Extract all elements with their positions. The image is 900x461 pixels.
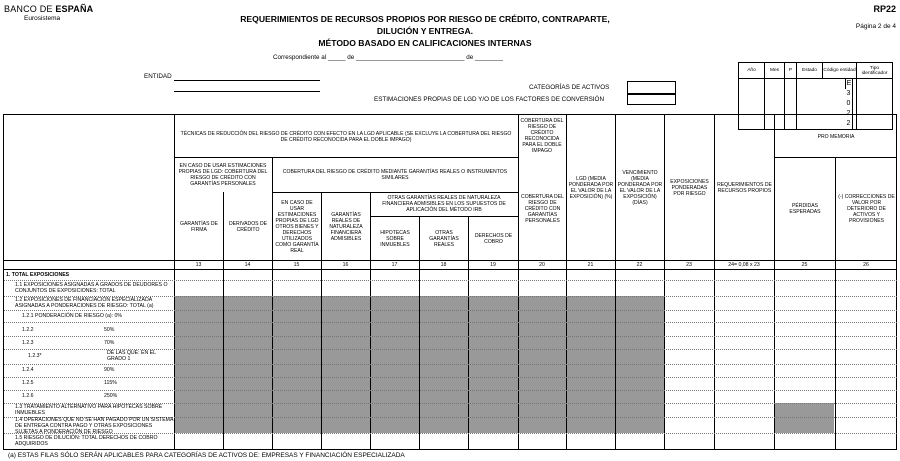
header-col-25: PÉRDIDAS ESPERADAS — [789, 203, 821, 215]
row-label-1-2: 1.2 EXPOSICIONES DE FINANCIACIÓN ESPECIALIZADA ASIGNADAS A PONDERACIONES DE RIESGO: TOTAL (a) — [15, 297, 154, 309]
row-label-1-2-3-star: 1.2.3* — [28, 353, 42, 359]
page-number: Página 2 de 4 — [855, 23, 896, 30]
categories-label: CATEGORÍAS DE ACTIVOS — [529, 84, 610, 91]
row-label-1-2-3-pct: 70% — [104, 340, 115, 346]
col-number: 17 — [391, 262, 398, 268]
categories-input[interactable] — [627, 81, 676, 94]
row-label-1-2-2-pct: 50% — [104, 327, 115, 333]
id-header-entity-code: Código entidad — [823, 63, 857, 79]
divider — [4, 269, 897, 270]
col-number: 20 — [539, 262, 545, 268]
header-col-21: LGD (MEDIA PONDERADA POR EL VALOR DE LA EXPOSICIÓN) (%) — [568, 175, 614, 200]
row-separator — [4, 310, 897, 311]
row-label-1-2-1: 1.2.1 PONDERACIÓN DE RIESGO (a): 0% — [22, 313, 123, 319]
header-col-18: OTRAS GARANTÍAS REALES — [429, 229, 459, 248]
estimates-label: ESTIMACIONES PROPIAS DE LGD Y/O DE LOS FACTORES DE CONVERSIÓN — [374, 96, 605, 103]
header-col-13: GARANTÍAS DE FIRMA — [180, 220, 218, 233]
header-col-19: DERECHOS DE COBRO — [474, 232, 513, 245]
col-line — [174, 115, 175, 449]
header-col-22: VENCIMIENTO (MEDIA PONDERADA POR EL VALOR DE LA EXPOSICIÓN) (DÍAS) — [617, 169, 663, 206]
row-label-1-2-6: 1.2.6 — [22, 393, 34, 399]
row-label-1-1: 1.1 EXPOSICIONES ASIGNADAS A GRADOS DE DEUDORES O CONJUNTOS DE EXPOSICIONES: TOTAL — [15, 282, 168, 294]
state-digit: 2 — [845, 109, 853, 119]
row-label-1-2-3-star-desc: DE LAS QUE: EN EL GRADO 1 — [107, 350, 156, 362]
col-number: 23 — [686, 262, 692, 268]
row-separator — [4, 390, 897, 391]
row-separator — [4, 364, 897, 365]
header-col-26: (-) CORRECCIONES DE VALOR POR DETERIORO DE ACTIVOS Y PROVISIONES — [838, 194, 895, 224]
bank-logo: BANCO DE ESPAÑA — [4, 4, 94, 14]
col-number: 18 — [440, 262, 447, 268]
title-line-1: REQUERIMIENTOS DE RECURSOS PROPIOS POR RIESGO DE CRÉDITO, CONTRAPARTE, — [240, 14, 610, 24]
col-number: 21 — [587, 262, 594, 268]
id-header-state: Estado — [797, 63, 823, 79]
header-col-14: DERIVADOS DE CRÉDITO — [228, 220, 268, 233]
id-header-p: P — [785, 63, 797, 79]
header-technicas: TÉCNICAS DE REDUCCIÓN DEL RIESGO DE CRÉDITO CON EFECTO EN LA LGD APLICABLE (SE EXCLUYE LA COBERTURA DEL RIESGO DE CRÉDITO RECONOCIDA PARA EL DOBLE IMPAGO) — [180, 131, 512, 143]
corresponding-period: Correspondiente al _____ de _______________________________ de ________ — [273, 54, 504, 61]
header-col-23: EXPOSICIONES PONDERADAS POR RIESGO — [670, 178, 709, 197]
row-label-1-2-3: 1.2.3 — [22, 340, 34, 346]
state-digit: 0 — [845, 99, 853, 109]
state-digit: 3 — [845, 89, 853, 99]
row-label-1: 1. TOTAL EXPOSICIONES — [6, 272, 70, 278]
title-line-3: MÉTODO BASADO EN CALIFICACIONES INTERNAS — [318, 38, 532, 48]
header-col-16: GARANTÍAS REALES DE NATURALEZA FINANCIERA ADMISIBLES — [329, 211, 363, 242]
state-digit: 2 — [845, 119, 853, 129]
form-code: RP22 — [873, 4, 896, 14]
header-col-17: HIPOTECAS SOBRE INMUEBLES — [380, 229, 410, 248]
row-label-1-2-6-pct: 250% — [104, 393, 118, 399]
col-number: 22 — [636, 262, 643, 268]
row-separator — [4, 322, 897, 323]
row-label-1-3: 1.3 TRATAMIENTO ALTERNATIVO PARA HIPOTECAS SOBRE INMUEBLES — [15, 404, 163, 416]
col-number: 19 — [490, 262, 496, 268]
col-number: 15 — [293, 262, 300, 268]
row-separator — [4, 377, 897, 378]
entity-label: ENTIDAD — [144, 73, 172, 80]
id-header-year: Año — [739, 63, 765, 79]
col-number: 14 — [244, 262, 251, 268]
entity-field-line-2[interactable] — [174, 91, 320, 92]
state-digit: E — [846, 80, 852, 87]
header-reales: COBERTURA DEL RIESGO DE CRÉDITO MEDIANTE GARANTÍAS REALES O INSTRUMENTOS SIMILARES — [282, 169, 508, 181]
row-label-1-4: 1.4 OPERACIONES QUE NO SE HAN PAGADO POR UN SISTEMA DE ENTREGA CONTRA PAGO Y OTRAS EXPOSICIONES SUJETAS A PONDERACIÓN DE RIESGO — [15, 417, 174, 435]
header-col-15: EN CASO DE USAR ESTIMACIONES PROPIAS DE LGD OTROS BIENES Y DERECHOS UTILIZADOS COMO GARANTÍA REAL — [275, 199, 319, 254]
row-separator — [4, 280, 897, 281]
header-pro-memoria: PRO MEMORIA — [817, 134, 855, 140]
header-personales: EN CASO DE USAR ESTIMACIONES PROPIAS DE LGD: COBERTURA DEL RIESGO DE CRÉDITO CON GARANTÍAS PERSONALES — [178, 162, 268, 187]
id-header-id-type: Tipo identificador — [857, 63, 893, 79]
col-number: 13 — [195, 262, 202, 268]
data-grid — [3, 114, 897, 450]
header-col-20: COBERTURA DEL RIESGO DE CRÉDITO CON GARANTÍAS PERSONALES — [521, 193, 564, 224]
title-line-2: DILUCIÓN Y ENTREGA. — [376, 26, 474, 36]
header-doble-impago: COBERTURA DEL RIESGO DE CRÉDITO RECONOCIDA PARA EL DOBLE IMPAGO — [520, 118, 564, 154]
row-label-1-2-4-pct: 90% — [104, 367, 115, 373]
row-separator — [4, 336, 897, 337]
col-number: 24= 0,08 x 23 — [728, 262, 760, 268]
header-col-24: REQUERIMIENTOS DE RECURSOS PROPIOS — [717, 181, 772, 194]
estimates-input[interactable] — [627, 94, 676, 105]
row-label-1-2-4: 1.2.4 — [22, 367, 34, 373]
bank-logo-subtitle: Eurosistema — [24, 15, 61, 22]
col-number: 16 — [342, 262, 349, 268]
row-label-1-2-5-pct: 115% — [104, 380, 117, 386]
footnote: (a) ESTAS FILAS SÓLO SERÁN APLICABLES PARA CATEGORÍAS DE ACTIVOS DE: EMPRESAS Y FINANCIACIÓN ESPECIALIZADA — [8, 452, 405, 459]
header-otras: OTRAS GARANTÍAS REALES DE NATURALEZA FINANCIERA ADMISIBLES EN LOS SUPUESTOS DE APLICACIÓN DEL MÉTODO IRB — [382, 195, 506, 213]
row-label-1-2-2: 1.2.2 — [22, 327, 34, 333]
col-number: 25 — [801, 262, 808, 268]
shaded-cells-memo — [774, 403, 834, 433]
row-label-1-5: 1.5 RIESGO DE DILUCIÓN: TOTAL DERECHOS DE COBRO ADQUIRIDOS — [15, 435, 158, 447]
id-header-month: Mes — [765, 63, 785, 79]
entity-field-line-1[interactable] — [174, 80, 320, 81]
row-label-1-2-5: 1.2.5 — [22, 380, 34, 386]
col-number: 26 — [863, 262, 869, 268]
